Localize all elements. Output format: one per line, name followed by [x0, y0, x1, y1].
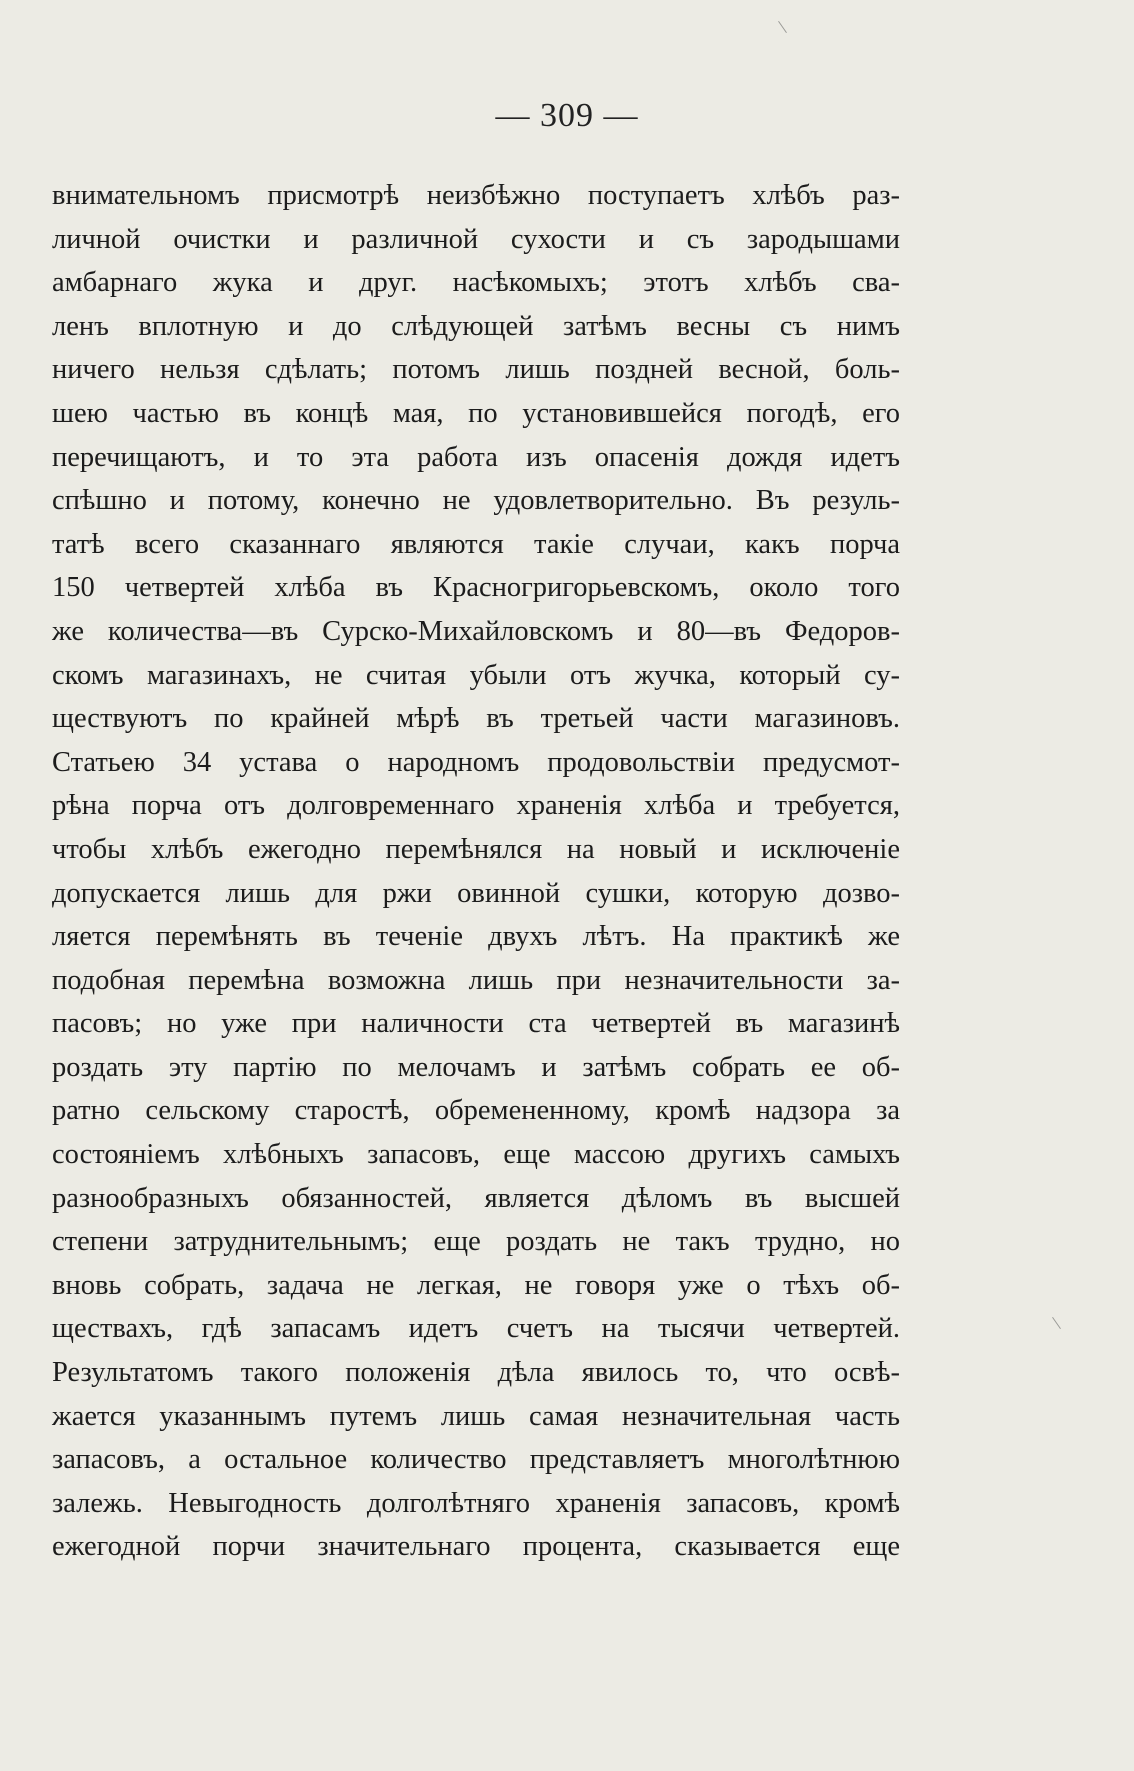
text-line: Статьею 34 устава о народномъ продовольствіи предусмот-	[52, 746, 900, 778]
text-line: ществуютъ по крайней мѣрѣ въ третьей части магазиновъ.	[52, 703, 900, 735]
text-line: чтобы хлѣбъ ежегодно перемѣнялся на новый и исключеніе	[52, 833, 900, 865]
text-line: залежь. Невыгодность долголѣтняго храненія запасовъ, кромѣ	[52, 1487, 900, 1519]
text-line: амбарнаго жука и друг. насѣкомыхъ; этотъ хлѣбъ сва-	[52, 267, 900, 299]
text-line: перечищаютъ, и то эта работа изъ опасенія дождя идетъ	[52, 441, 900, 473]
text-line: ничего нельзя сдѣлать; потомъ лишь поздней весной, боль-	[52, 354, 900, 386]
text-line: рѣна порча отъ долговременнаго храненія хлѣба и требуется,	[52, 790, 900, 822]
text-line: татѣ всего сказаннаго являются такіе случаи, какъ порча	[52, 528, 900, 560]
text-line: ратно сельскому старостѣ, обремененному, кромѣ надзора за	[52, 1095, 900, 1127]
text-line: разнообразныхъ обязанностей, является дѣломъ въ высшей	[52, 1182, 900, 1214]
scan-mark	[1052, 1317, 1061, 1329]
text-line: ществахъ, гдѣ запасамъ идетъ счетъ на тысячи четвертей.	[52, 1313, 900, 1345]
text-line: подобная перемѣна возможна лишь при незначительности за-	[52, 964, 900, 996]
text-line: ежегодной порчи значительнаго процента, сказывается еще	[52, 1531, 900, 1563]
text-line: шею частью въ концѣ мая, по установившейся погодѣ, его	[52, 397, 900, 429]
text-line: состояніемъ хлѣбныхъ запасовъ, еще массою другихъ самыхъ	[52, 1139, 900, 1171]
scan-mark	[778, 21, 787, 33]
text-line: роздать эту партію по мелочамъ и затѣмъ собрать ее об-	[52, 1051, 900, 1083]
text-line: 150 четвертей хлѣба въ Красногригорьевскомъ, около того	[52, 572, 900, 604]
text-line: степени затруднительнымъ; еще роздать не такъ трудно, но	[52, 1226, 900, 1258]
text-line: допускается лишь для ржи овинной сушки, которую дозво-	[52, 877, 900, 909]
page-number: — 309 —	[495, 97, 639, 134]
text-line: спѣшно и потому, конечно не удовлетворительно. Въ резуль-	[52, 485, 900, 517]
text-line: жается указаннымъ путемъ лишь самая незначительная часть	[52, 1400, 900, 1432]
text-line: скомъ магазинахъ, не считая убыли отъ жучка, который су-	[52, 659, 900, 691]
text-line: ляется перемѣнять въ теченіе двухъ лѣтъ. На практикѣ же	[52, 921, 900, 953]
text-line: ленъ вплотную и до слѣдующей затѣмъ весны съ нимъ	[52, 310, 900, 342]
text-line: запасовъ, а остальное количество представляетъ многолѣтнюю	[52, 1444, 900, 1476]
body-text	[52, 174, 900, 1569]
text-line: пасовъ; но уже при наличности ста четвертей въ магазинѣ	[52, 1008, 900, 1040]
text-line: внимательномъ присмотрѣ неизбѣжно поступаетъ хлѣбъ раз-	[52, 180, 900, 211]
text-line: Результатомъ такого положенія дѣла явилось то, что освѣ-	[52, 1357, 900, 1389]
text-line: вновь собрать, задача не легкая, не говоря уже о тѣхъ об-	[52, 1269, 900, 1301]
text-line: личной очистки и различной сухости и съ зародышами	[52, 223, 900, 255]
text-line: же количества—въ Сурско-Михайловскомъ и 80—въ Федоров-	[52, 615, 900, 647]
